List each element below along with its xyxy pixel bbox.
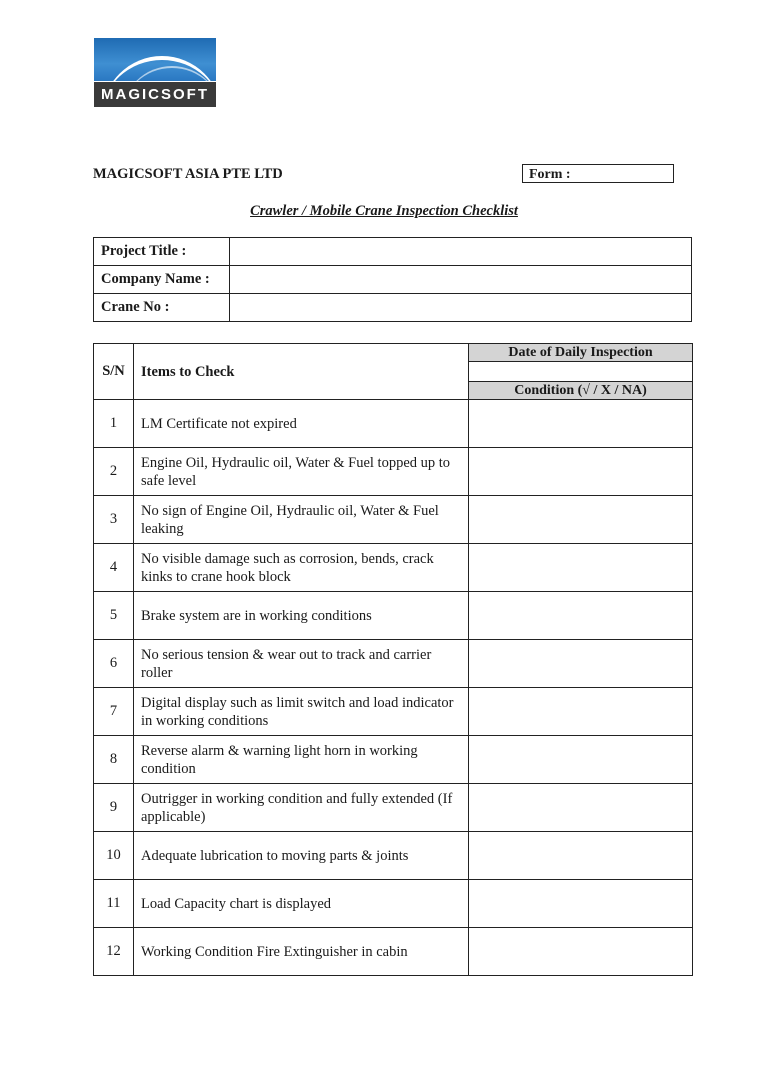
table-row	[94, 928, 693, 976]
items-header: Items to Check	[134, 344, 469, 400]
company-logo	[94, 38, 216, 108]
company-name-label: Company Name :	[94, 266, 230, 294]
logo-wordmark: MAGICSOFT	[94, 82, 216, 107]
condition-cell[interactable]	[469, 736, 693, 784]
row-item: LM Certificate not expired	[134, 400, 469, 448]
row-item: Engine Oil, Hydraulic oil, Water & Fuel topped up to safe level	[134, 448, 469, 496]
condition-cell[interactable]	[469, 880, 693, 928]
row-number: 3	[94, 496, 134, 544]
info-table	[93, 237, 692, 322]
company-name: MAGICSOFT ASIA PTE LTD	[93, 166, 283, 182]
logo-emblem	[94, 38, 216, 81]
row-number: 6	[94, 640, 134, 688]
date-header: Date of Daily Inspection	[469, 344, 693, 362]
row-number: 5	[94, 592, 134, 640]
row-item: Load Capacity chart is displayed	[134, 880, 469, 928]
row-item: Outrigger in working condition and fully extended (If applicable)	[134, 784, 469, 832]
form-field[interactable]: Form :	[522, 164, 674, 183]
row-number: 10	[94, 832, 134, 880]
row-item: Brake system are in working conditions	[134, 592, 469, 640]
table-row	[94, 544, 693, 592]
date-field[interactable]	[469, 362, 693, 382]
condition-header: Condition (√ / X / NA)	[469, 382, 693, 400]
table-row	[94, 688, 693, 736]
checklist-table	[93, 343, 693, 976]
table-row	[94, 736, 693, 784]
row-number: 1	[94, 400, 134, 448]
condition-cell[interactable]	[469, 832, 693, 880]
table-row	[94, 880, 693, 928]
table-row	[94, 832, 693, 880]
table-row	[94, 592, 693, 640]
table-row	[94, 784, 693, 832]
row-number: 7	[94, 688, 134, 736]
sn-header: S/N	[94, 344, 134, 400]
row-number: 12	[94, 928, 134, 976]
row-number: 2	[94, 448, 134, 496]
row-number: 4	[94, 544, 134, 592]
row-item: Adequate lubrication to moving parts & joints	[134, 832, 469, 880]
row-item: Working Condition Fire Extinguisher in cabin	[134, 928, 469, 976]
document-title: Crawler / Mobile Crane Inspection Checklist	[250, 203, 518, 219]
condition-cell[interactable]	[469, 928, 693, 976]
condition-cell[interactable]	[469, 640, 693, 688]
row-number: 8	[94, 736, 134, 784]
row-item: No sign of Engine Oil, Hydraulic oil, Water & Fuel leaking	[134, 496, 469, 544]
condition-cell[interactable]	[469, 784, 693, 832]
condition-cell[interactable]	[469, 592, 693, 640]
condition-cell[interactable]	[469, 544, 693, 592]
table-row	[94, 448, 693, 496]
row-item: No serious tension & wear out to track and carrier roller	[134, 640, 469, 688]
row-item: Reverse alarm & warning light horn in working condition	[134, 736, 469, 784]
condition-cell[interactable]	[469, 448, 693, 496]
crane-no-field[interactable]	[230, 294, 692, 322]
company-name-field[interactable]	[230, 266, 692, 294]
condition-cell[interactable]	[469, 496, 693, 544]
crane-no-label: Crane No :	[94, 294, 230, 322]
table-row	[94, 400, 693, 448]
project-title-field[interactable]	[230, 238, 692, 266]
row-number: 11	[94, 880, 134, 928]
table-row	[94, 496, 693, 544]
row-number: 9	[94, 784, 134, 832]
project-title-label: Project Title :	[94, 238, 230, 266]
row-item: No visible damage such as corrosion, bends, crack kinks to crane hook block	[134, 544, 469, 592]
table-row	[94, 640, 693, 688]
row-item: Digital display such as limit switch and load indicator in working conditions	[134, 688, 469, 736]
condition-cell[interactable]	[469, 688, 693, 736]
condition-cell[interactable]	[469, 400, 693, 448]
